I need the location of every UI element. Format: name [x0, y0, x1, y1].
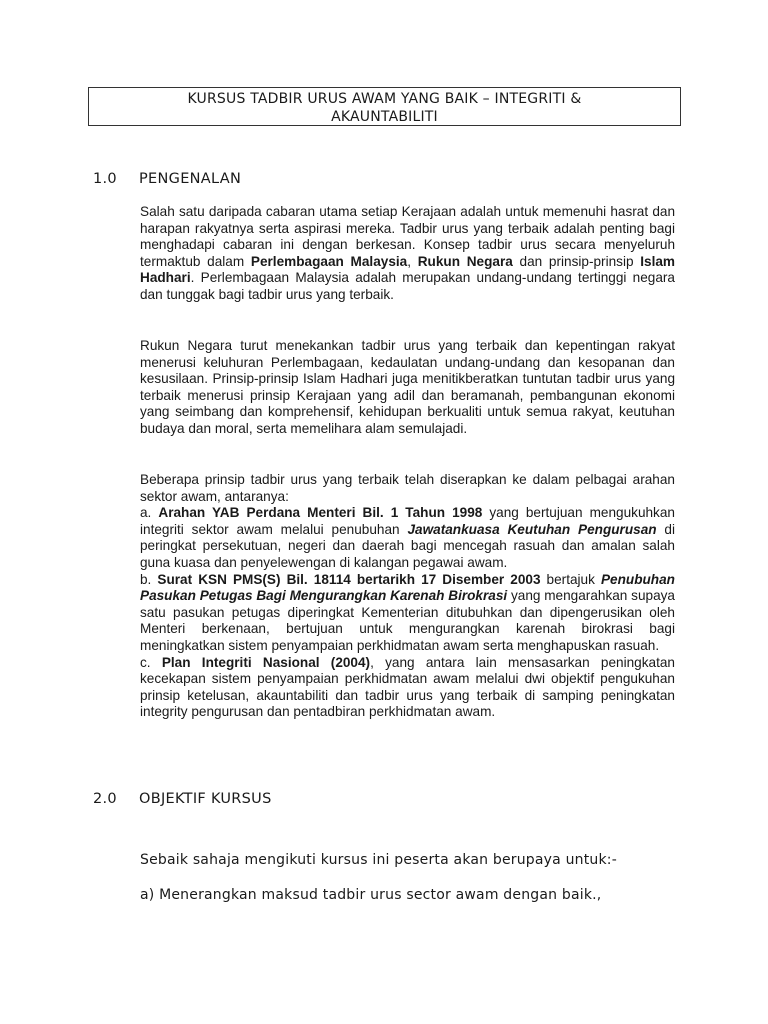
- item-b-text-1: bertajuk: [540, 571, 601, 587]
- section-1-title: PENGENALAN: [139, 171, 242, 187]
- item-a-text-2: di peringkat persekutuan, negeri dan daerah bagi mencegah rasuah dan amalan salah guna kuasa dan penyelewengan di kalangan pegawai awam.: [140, 521, 676, 570]
- item-a-text-1: yang bertujuan mengukuhkan integriti sektor awam melalui penubuhan: [140, 505, 675, 537]
- item-c-bold: Plan Integriti Nasional (2004): [161, 654, 371, 670]
- list-item-c: [140, 655, 675, 721]
- item-a-bold: Arahan YAB Perdana Menteri Bil. 1 Tahun 1998: [158, 505, 483, 521]
- section-1-paragraph-1: [140, 204, 675, 304]
- item-b-text-2: yang mengarahkan supaya satu pasukan petugas diperingkat Kementerian ditubuhkan dan dipengerusikan oleh Menteri berkenaan, bertujuan untuk mengurangkan karenah birokrasi bagi meningkatkan sistem penyampaian perkhidmatan awam serta menghapuskan rasuah.: [140, 588, 675, 653]
- list-item-b: [140, 572, 675, 655]
- item-a-bold-italic: Jawatankuasa Keutuhan Pengurusan: [407, 521, 657, 537]
- document-title-box: [88, 87, 681, 126]
- para1-text-1: Salah satu daripada cabaran utama setiap Kerajaan adalah untuk memenuhi hasrat dan harapan rakyatnya serta aspirasi mereka. Tadbir urus yang terbaik adalah penting bagi menghadapi cabaran ini dengan berkesan. Konsep tadbir urus secara menyeluruh termaktub dalam: [140, 204, 675, 269]
- document-title-line1: KURSUS TADBIR URUS AWAM YANG BAIK – INTEGRITI &: [187, 91, 582, 107]
- para1-bold-rukun-negara: Rukun Negara: [417, 253, 513, 269]
- section-2-intro: Sebaik sahaja mengikuti kursus ini peserta akan berupaya untuk:-: [140, 852, 617, 868]
- section-1-paragraph-2: [140, 338, 675, 438]
- section-1-paragraph-3: [140, 472, 675, 721]
- item-b-bold-italic: Penubuhan Pasukan Petugas Bagi Mengurangkan Karenah Birokrasi: [140, 571, 675, 604]
- para1-text-2: ,: [407, 253, 418, 269]
- para2-text: Rukun Negara turut menekankan tadbir urus yang terbaik dan kepentingan rakyat menerusi keluhuran Perlembagaan, kedaulatan undang-undang dan kesopanan dan kesusilaan. Prinsip-prinsip Islam Hadhari juga menitikberatkan tuntutan tadbir urus yang terbaik menerusi prinsip Kerajaan yang adil dan beramanah, pembangunan ekonomi yang seimbang dan komprehensif, kehidupan berkualiti untuk semua rakyat, keutuhan budaya dan moral, serta memelihara alam semulajadi.: [140, 338, 675, 436]
- item-c-text-1: , yang antara lain mensasarkan peningkatan kecekapan sistem penyampaian perkhidmatan awam melalui dwi objektif pengukuhan prinsip ketelusan, akauntabiliti dan tadbir urus yang terbaik di samping peningkatan integrity pengurusan dan pentadbiran perkhidmatan awam.: [140, 654, 675, 720]
- item-b-bold: Surat KSN PMS(S) Bil. 18114 bertarikh 17 Disember 2003: [157, 571, 541, 587]
- para1-bold-perlembagaan: Perlembagaan Malaysia: [250, 253, 408, 269]
- para1-bold-islam-hadhari: Islam Hadhari: [140, 253, 675, 286]
- item-c-prefix: c.: [140, 654, 162, 670]
- section-2-item-a: a) Menerangkan maksud tadbir urus sector awam dengan baik.,: [140, 887, 602, 903]
- section-1-heading: [93, 171, 241, 187]
- para1-text-4: . Perlembagaan Malaysia adalah merupakan undang-undang tertinggi negara dan tunggak bagi tadbir urus yang terbaik.: [140, 270, 675, 302]
- para1-text-3: dan prinsip-prinsip: [512, 253, 641, 269]
- section-2-number: 2.0: [93, 791, 117, 807]
- section-1-number: 1.0: [93, 171, 117, 187]
- document-title-line2: AKAUNTABILITI: [331, 109, 438, 125]
- list-item-a: [140, 505, 675, 571]
- item-b-prefix: b.: [140, 571, 158, 587]
- section-2-title: OBJEKTIF KURSUS: [139, 791, 272, 807]
- para3-text: Beberapa prinsip tadbir urus yang terbaik telah diserapkan ke dalam pelbagai arahan sektor awam, antaranya:: [140, 472, 675, 504]
- item-a-prefix: a.: [140, 505, 159, 521]
- section-2-heading: [93, 791, 272, 807]
